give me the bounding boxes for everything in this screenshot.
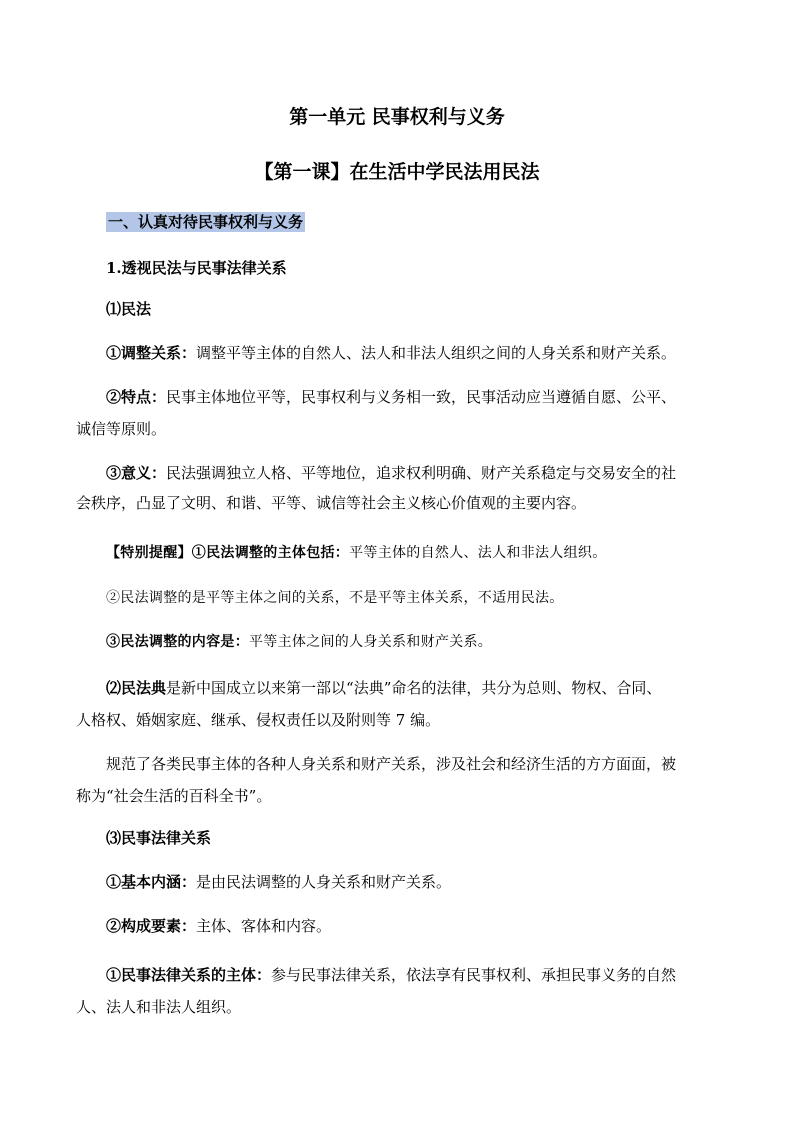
text: 民法强调独立人格、平等地位，追求权利明确、财产关系稳定与交易安全的社 <box>166 464 677 482</box>
label: ②特点： <box>106 388 167 406</box>
paragraph-minfadian-line1 <box>106 678 661 698</box>
paragraph-zhuti-line1 <box>106 965 676 985</box>
label: ③民法调整的内容是： <box>106 634 249 650</box>
paragraph-tiaozheng <box>106 343 676 363</box>
label: ①民事法律关系的主体： <box>106 966 272 984</box>
text: 民事主体地位平等，民事权利与义务相一致，民事活动应当遵循自愿、公平、 <box>166 388 677 406</box>
text: 参与民事法律关系，依法享有民事权利、承担民事义务的自然 <box>271 966 677 984</box>
paragraph-minfadian-line4: 称为“社会生活的百科全书”。 <box>76 787 272 805</box>
paragraph-minfadian-line3: 规范了各类民事主体的各种人身关系和财产关系，涉及社会和经济生活的方方面面，被 <box>106 755 677 773</box>
paragraph-yiyi-line1 <box>106 463 676 483</box>
point-minfa: ⑴民法 <box>106 300 152 318</box>
text: 是新中国成立以来第一部以“法典”命名的法律，共分为总则、物权、合同、 <box>166 679 662 697</box>
label: ①调整关系： <box>106 344 197 362</box>
text: 是由民法调整的人身关系和财产关系。 <box>196 873 452 891</box>
label: ②构成要素： <box>106 917 197 935</box>
paragraph-zhuti-line2: 人、法人和非法人组织。 <box>76 998 242 1016</box>
paragraph-neihan <box>106 872 451 892</box>
text: 平等主体的自然人、法人和非法人组织。 <box>349 545 607 561</box>
highlighted-heading: 一、认真对待民事权利与义务 <box>108 213 304 231</box>
paragraph-yiyi-line2: 会秩序，凸显了文明、和谐、平等、诚信等社会主义核心价值观的主要内容。 <box>76 494 587 512</box>
label: 民法典 <box>121 679 167 697</box>
reminder-line3 <box>106 632 492 652</box>
paragraph-minfadian-line2: 人格权、婚姻家庭、继承、侵权责任以及附则等 7 编。 <box>76 711 441 729</box>
paragraph-tedian-line1 <box>106 387 676 407</box>
reminder-line1 <box>106 543 607 563</box>
unit-title: 第一单元 民事权利与义务 <box>289 106 505 128</box>
paragraph-tedian-line2: 诚信等原则。 <box>76 420 167 438</box>
label: ③意义： <box>106 464 167 482</box>
lesson-title: 【第一课】在生活中学民法用民法 <box>254 161 540 183</box>
subsection-title: 1.透视民法与民事法律关系 <box>106 259 287 277</box>
text: 平等主体之间的人身关系和财产关系。 <box>249 634 493 650</box>
text: 调整平等主体的自然人、法人和非法人组织之间的人身关系和财产关系。 <box>196 344 677 362</box>
reminder-line2: ②民法调整的是平等主体之间的关系，不是平等主体关系，不适用民法。 <box>106 590 564 606</box>
point-guanxi: ⑶民事法律关系 <box>106 829 212 847</box>
section-heading <box>106 212 305 232</box>
prefix: ⑵ <box>106 679 122 697</box>
paragraph-yaosu <box>106 916 331 936</box>
label: ①基本内涵： <box>106 873 197 891</box>
label: 【特别提醒】①民法调整的主体包括： <box>106 545 350 561</box>
text: 主体、客体和内容。 <box>196 917 332 935</box>
